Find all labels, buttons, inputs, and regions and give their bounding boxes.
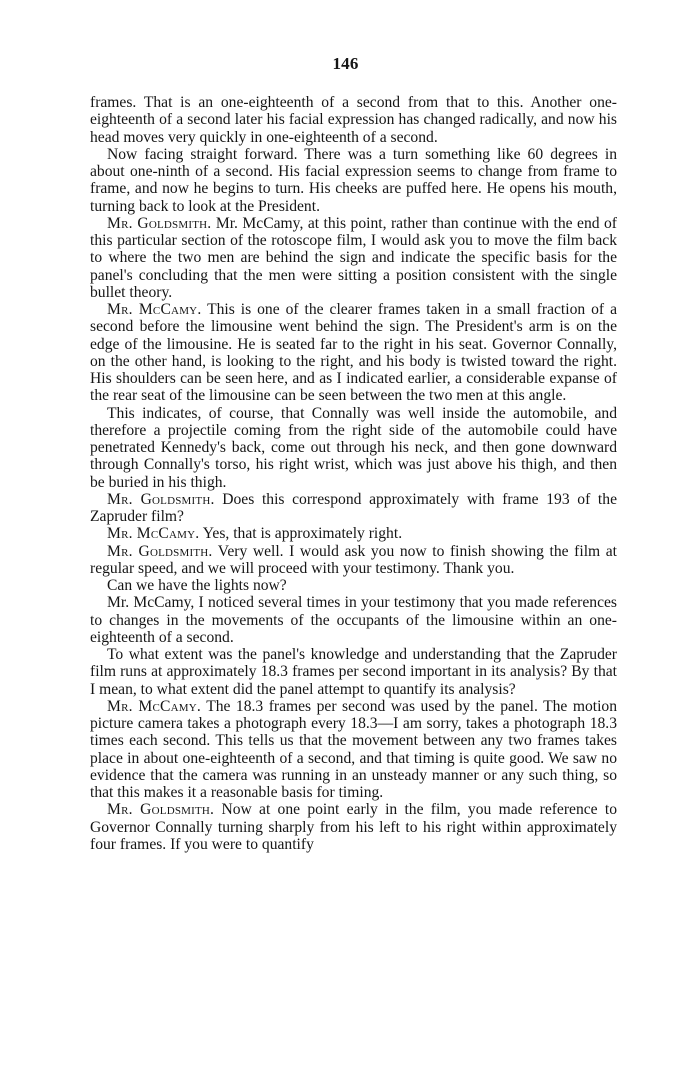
paragraph	[90, 801, 617, 853]
paragraph-text: Now facing straight forward. There was a turn something like 60 degrees in about one-ninth of a second. His facial expression seems to change from frame to frame, and now he begins to turn. His cheeks are puffed here. He opens his mouth, turning back to look at the President.	[90, 145, 617, 215]
paragraph	[90, 94, 617, 146]
paragraph-text: To what extent was the panel's knowledge and understanding that the Zapruder film runs at approximately 18.3 frames per second important in its analysis? By that I mean, to what extent did the panel attempt to quantify its analysis?	[90, 646, 617, 698]
speaker-label: Mr. McCamy.	[107, 525, 200, 543]
paragraph-text: Very well. I would ask you now to finish showing the film at regular speed, and we will proceed with your testimony. Thank you.	[90, 542, 617, 577]
paragraph	[90, 577, 617, 594]
speaker-label: Mr. McCamy.	[107, 301, 202, 318]
paragraph	[90, 525, 617, 542]
paragraph-text: Yes, that is approximately right.	[202, 525, 403, 543]
speaker-label: Mr. Goldsmith.	[107, 542, 213, 560]
paragraph	[90, 301, 617, 405]
paragraph	[90, 215, 617, 301]
paragraph-text: frames. That is an one-eighteenth of a second from that to this. Another one-eighteenth of a second later his facial expression has changed radically, and now his head moves very quickly in one-eighteenth of a second.	[90, 94, 617, 146]
paragraph-text: This indicates, of course, that Connally was well inside the automobile, and therefore a projectile coming from the right side of the automobile could have penetrated Kennedy's back, come out through his neck, and then gone downward through Connally's torso, his right wrist, which was just above his thigh, and then be buried in his thigh.	[90, 404, 617, 491]
testimony-text	[90, 94, 617, 853]
paragraph	[90, 594, 617, 646]
paragraph-text: Now at one point early in the film, you made reference to Governor Connally turning sharply from his left to his right within approximately four frames. If you were to quantify	[90, 801, 617, 853]
paragraph-text: Mr. McCamy, I noticed several times in your testimony that you made references to changes in the movements of the occupants of the limousine within an one-eighteenth of a second.	[90, 594, 617, 646]
paragraph-text: This is one of the clearer frames taken in a small fraction of a second before the limousine went behind the sign. The President's arm is on the edge of the limousine. He is seated far to the right in his seat. Governor Connally, on the other hand, is looking to the right, and his body is twisted toward the right. His shoulders can be seen here, and as I indicated earlier, a considerable expanse of the rear seat of the limousine can be seen between the two men at this angle.	[90, 301, 617, 405]
paragraph-text: Mr. McCamy, at this point, rather than continue with the end of this particular section of the rotoscope film, I would ask you to move the film back to where the two men are behind the sign and indicate the specific basis for the panel's concluding that the men were sitting a position consistent with the single bullet theory.	[90, 214, 617, 301]
paragraph	[90, 491, 617, 526]
paragraph	[90, 405, 617, 491]
page-number: 146	[332, 54, 359, 73]
paragraph	[90, 646, 617, 698]
speaker-label: Mr. Goldsmith.	[107, 801, 215, 819]
paragraph-text: Can we have the lights now?	[107, 577, 287, 594]
speaker-label: Mr. Goldsmith.	[107, 490, 215, 508]
paragraph	[90, 543, 617, 578]
speaker-label: Mr. Goldsmith.	[107, 214, 212, 232]
paragraph	[90, 146, 617, 215]
paragraph	[90, 698, 617, 802]
paragraph-text: The 18.3 frames per second was used by the panel. The motion picture camera takes a photograph every 18.3—I am sorry, takes a photograph 18.3 times each second. This tells us that the movement between any two frames takes place in about one-eighteenth of a second, and that timing is quite good. We saw no evidence that the camera was running in an unsteady manner or any such thing, so that this makes it a reasonable basis for timing.	[90, 697, 617, 801]
paragraph-text: Does this correspond approximately with frame 193 of the Zapruder film?	[90, 490, 617, 525]
speaker-label: Mr. McCamy.	[107, 697, 201, 715]
